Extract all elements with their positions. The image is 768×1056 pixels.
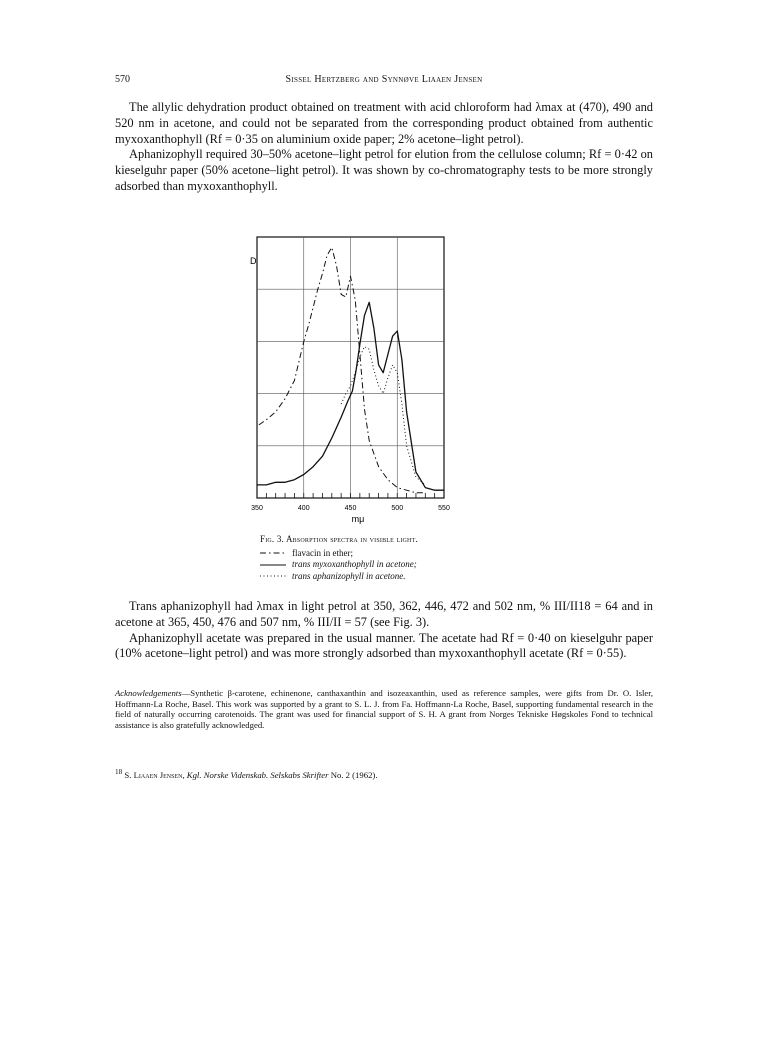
page-header (115, 74, 653, 90)
legend-label: trans aphanizophyll in acetone. (292, 570, 406, 581)
y-axis-label: D (250, 256, 257, 266)
legend-entry (260, 559, 580, 571)
reference-authors: S. Liaaen Jensen, (124, 769, 185, 780)
reference-details: No. 2 (1962). (330, 769, 378, 780)
spectra-chart (240, 232, 470, 532)
running-title: Sissel Hertzberg and Synnøve Liaaen Jensen (285, 74, 483, 85)
paragraph: The allylic dehydration product obtained on treatment with acid chloroform had λmax at (470), 490 and 520 nm in acetone, and could not be separated from the corresponding product obtained from authentic myxoxanthophyll (Rf = 0·35 on aluminium oxide paper; 2% acetone–light petrol). (115, 100, 653, 146)
solid-line-key (260, 562, 286, 568)
legend-label: trans myxoxanthophyll in acetone; (292, 559, 417, 569)
series-line-dash-dot (259, 247, 425, 492)
acknowledgements (115, 688, 653, 730)
paragraph: Aphanizophyll required 30–50% acetone–light petrol for elution from the cellulose column; Rf = 0·42 on kieselguhr paper (50% acetone–light petrol). It was shown by co-chromatography tests to be more strongly adsorbed than myxoxanthophyll. (115, 147, 653, 193)
x-tick-label: 550 (438, 505, 450, 512)
x-tick-label: 450 (344, 505, 357, 512)
body-text-bottom (115, 599, 653, 662)
x-axis-label: mμ (351, 514, 365, 524)
caption-title: Fig. 3. Absorption spectra in visible light. (260, 534, 418, 544)
acknowledgements-lead: Acknowledgements (115, 688, 182, 698)
x-tick-label: 500 (391, 505, 404, 512)
absorption-spectra-figure (240, 232, 470, 532)
x-tick-label: 350 (251, 505, 263, 512)
series-line-dotted (341, 347, 425, 485)
x-tick-label: 400 (297, 505, 310, 512)
figure-caption (260, 534, 580, 582)
dotted-line-key (260, 573, 286, 579)
footnote-reference (115, 767, 653, 780)
legend-label: flavacin in ether; (292, 547, 353, 558)
paragraph: Trans aphanizophyll had λmax in light petrol at 350, 362, 446, 472 and 502 nm, % III/II18 = 64 and in acetone at 365, 450, 476 and 507 nm, % III/II = 57 (see Fig. 3). (115, 599, 653, 629)
dash-dot-line-key (260, 550, 286, 556)
acknowledgements-text: —Synthetic β-carotene, echinenone, canthaxanthin and isozeaxanthin, used as reference samples, were gifts from Dr. O. Isler, Hoffmann-La Roche, Basel. This work was supported by a grant to S. L. J. from Fa. Hoffmann-La Roche, Basel, supporting fundamental research in the field of naturally occurring carotenoids. The grant was used for financial support of S. H. A grant from Norges Tekniske Høgskoles Fond to technical assistance is also gratefully acknowledged. (115, 688, 653, 730)
legend-entry (260, 571, 580, 583)
paragraph: Aphanizophyll acetate was prepared in the usual manner. The acetate had Rf = 0·40 on kieselguhr paper (10% acetone–light petrol) and was more strongly adsorbed than myxoxanthophyll acetate (Rf = 0·55). (115, 630, 653, 661)
reference-journal: Kgl. Norske Videnskab. Selskabs Skrifter (186, 769, 329, 780)
body-text-top (115, 100, 653, 195)
reference-number: 18 (115, 768, 123, 776)
page-number: 570 (115, 74, 130, 85)
legend-entry (260, 548, 580, 560)
